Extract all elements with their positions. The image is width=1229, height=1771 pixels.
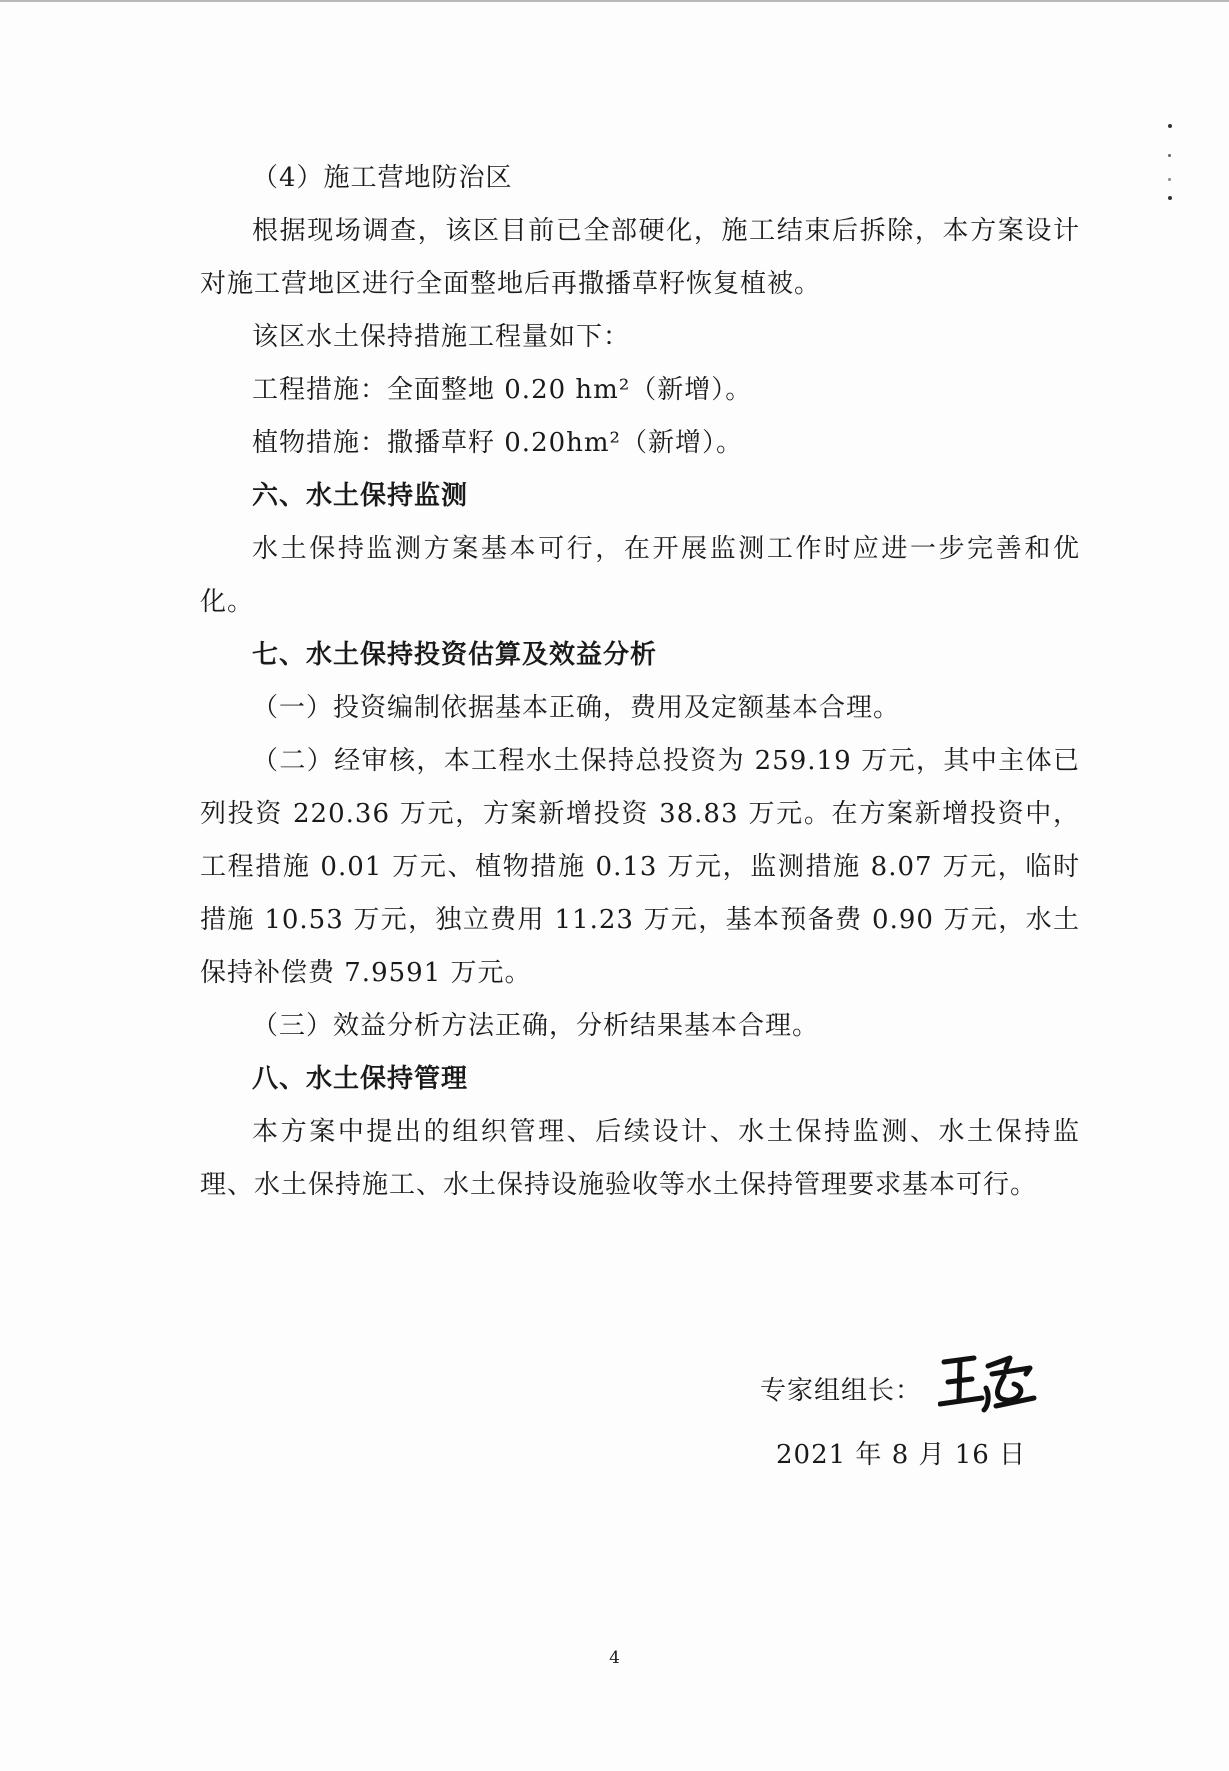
body-paragraph: 水土保持监测方案基本可行，在开展监测工作时应进一步完善和优化。: [200, 534, 1080, 617]
signature-date: 2021 年 8 月 16 日: [776, 1440, 1027, 1470]
page-number: 4: [609, 1648, 620, 1668]
section-heading: 八、水土保持管理: [252, 1064, 469, 1094]
body-text: [200, 152, 1080, 1212]
body-paragraph: （三）效益分析方法正确，分析结果基本合理。: [252, 1011, 820, 1041]
signature-line: [760, 1358, 922, 1418]
body-paragraph: （二）经审核，本工程水土保持总投资为 259.19 万元，其中主体已列投资 220.36 万元，方案新增投资 38.83 万元。在方案新增投资中，工程措施 0.01 万元、植物措施 0.13 万元，监测措施 8.07 万元，临时措施 10.53 万元，独立费用 11.23 万元，基本预备费 0.90 万元，水土保持补偿费 7.9591 万元。: [200, 746, 1080, 988]
body-paragraph: （一）投资编制依据基本正确，费用及定额基本合理。: [252, 693, 901, 723]
body-paragraph: 根据现场调查，该区目前已全部硬化，施工结束后拆除，本方案设计对施工营地区进行全面整地后再撒播草籽恢复植被。: [200, 216, 1080, 299]
body-paragraph: （4）施工营地防治区: [252, 163, 513, 193]
handwritten-signature-icon: [938, 1348, 1048, 1418]
body-paragraph: 本方案中提出的组织管理、后续设计、水土保持监测、水土保持监理、水土保持施工、水土保持设施验收等水土保持管理要求基本可行。: [200, 1117, 1080, 1200]
body-paragraph: 该区水土保持措施工程量如下：: [252, 322, 631, 352]
signature-label: 专家组组长：: [760, 1375, 923, 1406]
section-heading: 六、水土保持监测: [252, 481, 469, 511]
body-paragraph: 植物措施：撒播草籽 0.20hm²（新增）。: [252, 428, 743, 458]
body-paragraph: 工程措施：全面整地 0.20 hm²（新增）。: [252, 375, 753, 405]
scan-top-edge: [0, 0, 1229, 2]
section-heading: 七、水土保持投资估算及效益分析: [252, 640, 658, 670]
scan-artifact-dots: [1166, 124, 1176, 214]
